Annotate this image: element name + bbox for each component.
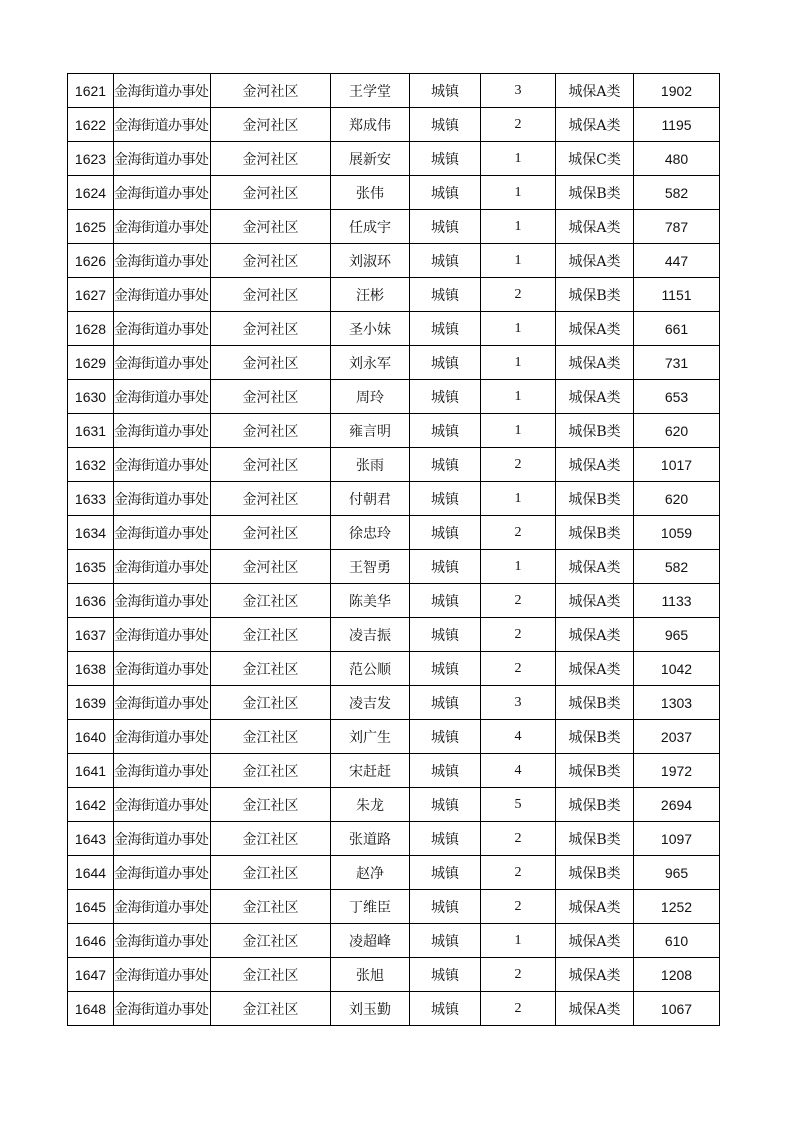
category-cell: 城保A类 (556, 958, 634, 992)
name-cell: 刘广生 (331, 720, 410, 754)
community-cell: 金江社区 (211, 856, 331, 890)
area-cell: 城镇 (410, 958, 481, 992)
name-cell: 张伟 (331, 176, 410, 210)
area-cell: 城镇 (410, 822, 481, 856)
table-row (68, 482, 720, 516)
row-number: 1646 (68, 924, 114, 958)
area-cell: 城镇 (410, 210, 481, 244)
row-number: 1632 (68, 448, 114, 482)
members-cell: 2 (481, 618, 556, 652)
area-cell: 城镇 (410, 448, 481, 482)
amount-cell: 610 (634, 924, 720, 958)
office-cell: 金海街道办事处 (114, 788, 211, 822)
row-number: 1638 (68, 652, 114, 686)
category-cell: 城保A类 (556, 652, 634, 686)
row-number: 1640 (68, 720, 114, 754)
category-cell: 城保B类 (556, 788, 634, 822)
members-cell: 2 (481, 448, 556, 482)
members-cell: 2 (481, 992, 556, 1026)
office-cell: 金海街道办事处 (114, 992, 211, 1026)
row-number: 1622 (68, 108, 114, 142)
members-cell: 4 (481, 720, 556, 754)
amount-cell: 1133 (634, 584, 720, 618)
name-cell: 付朝君 (331, 482, 410, 516)
amount-cell: 1059 (634, 516, 720, 550)
community-cell: 金江社区 (211, 754, 331, 788)
name-cell: 王学堂 (331, 74, 410, 108)
amount-cell: 2694 (634, 788, 720, 822)
area-cell: 城镇 (410, 74, 481, 108)
row-number: 1631 (68, 414, 114, 448)
table-row (68, 380, 720, 414)
area-cell: 城镇 (410, 312, 481, 346)
community-cell: 金江社区 (211, 686, 331, 720)
amount-cell: 1303 (634, 686, 720, 720)
office-cell: 金海街道办事处 (114, 108, 211, 142)
area-cell: 城镇 (410, 482, 481, 516)
category-cell: 城保A类 (556, 448, 634, 482)
members-cell: 1 (481, 176, 556, 210)
office-cell: 金海街道办事处 (114, 74, 211, 108)
category-cell: 城保A类 (556, 244, 634, 278)
category-cell: 城保B类 (556, 822, 634, 856)
community-cell: 金河社区 (211, 312, 331, 346)
table-row (68, 992, 720, 1026)
row-number: 1644 (68, 856, 114, 890)
office-cell: 金海街道办事处 (114, 890, 211, 924)
area-cell: 城镇 (410, 414, 481, 448)
data-table (67, 73, 720, 1026)
amount-cell: 1252 (634, 890, 720, 924)
name-cell: 凌吉振 (331, 618, 410, 652)
area-cell: 城镇 (410, 380, 481, 414)
name-cell: 刘永军 (331, 346, 410, 380)
members-cell: 4 (481, 754, 556, 788)
table-row (68, 924, 720, 958)
office-cell: 金海街道办事处 (114, 414, 211, 448)
category-cell: 城保A类 (556, 108, 634, 142)
members-cell: 2 (481, 652, 556, 686)
row-number: 1635 (68, 550, 114, 584)
category-cell: 城保A类 (556, 550, 634, 584)
community-cell: 金河社区 (211, 516, 331, 550)
row-number: 1627 (68, 278, 114, 312)
office-cell: 金海街道办事处 (114, 448, 211, 482)
row-number: 1648 (68, 992, 114, 1026)
table-row (68, 448, 720, 482)
row-number: 1633 (68, 482, 114, 516)
table-row (68, 210, 720, 244)
community-cell: 金江社区 (211, 992, 331, 1026)
row-number: 1643 (68, 822, 114, 856)
office-cell: 金海街道办事处 (114, 958, 211, 992)
category-cell: 城保B类 (556, 754, 634, 788)
category-cell: 城保A类 (556, 210, 634, 244)
community-cell: 金江社区 (211, 822, 331, 856)
amount-cell: 1972 (634, 754, 720, 788)
amount-cell: 1067 (634, 992, 720, 1026)
amount-cell: 2037 (634, 720, 720, 754)
office-cell: 金海街道办事处 (114, 618, 211, 652)
category-cell: 城保B类 (556, 176, 634, 210)
community-cell: 金江社区 (211, 788, 331, 822)
members-cell: 5 (481, 788, 556, 822)
office-cell: 金海街道办事处 (114, 856, 211, 890)
name-cell: 范公顺 (331, 652, 410, 686)
name-cell: 圣小妹 (331, 312, 410, 346)
community-cell: 金河社区 (211, 380, 331, 414)
office-cell: 金海街道办事处 (114, 822, 211, 856)
category-cell: 城保B类 (556, 516, 634, 550)
table-row (68, 312, 720, 346)
members-cell: 1 (481, 312, 556, 346)
table-row (68, 618, 720, 652)
amount-cell: 582 (634, 550, 720, 584)
office-cell: 金海街道办事处 (114, 584, 211, 618)
category-cell: 城保A类 (556, 890, 634, 924)
community-cell: 金河社区 (211, 244, 331, 278)
row-number: 1641 (68, 754, 114, 788)
table-row (68, 414, 720, 448)
community-cell: 金河社区 (211, 108, 331, 142)
community-cell: 金江社区 (211, 652, 331, 686)
amount-cell: 1902 (634, 74, 720, 108)
row-number: 1624 (68, 176, 114, 210)
amount-cell: 1097 (634, 822, 720, 856)
members-cell: 1 (481, 346, 556, 380)
community-cell: 金江社区 (211, 924, 331, 958)
area-cell: 城镇 (410, 788, 481, 822)
members-cell: 1 (481, 244, 556, 278)
area-cell: 城镇 (410, 176, 481, 210)
amount-cell: 582 (634, 176, 720, 210)
name-cell: 雍言明 (331, 414, 410, 448)
table-row (68, 856, 720, 890)
table-row (68, 890, 720, 924)
community-cell: 金河社区 (211, 414, 331, 448)
name-cell: 朱龙 (331, 788, 410, 822)
row-number: 1629 (68, 346, 114, 380)
table-row (68, 346, 720, 380)
category-cell: 城保B类 (556, 482, 634, 516)
table-row (68, 754, 720, 788)
category-cell: 城保A类 (556, 74, 634, 108)
area-cell: 城镇 (410, 108, 481, 142)
row-number: 1626 (68, 244, 114, 278)
name-cell: 凌超峰 (331, 924, 410, 958)
name-cell: 宋赶赶 (331, 754, 410, 788)
category-cell: 城保B类 (556, 856, 634, 890)
table-row (68, 550, 720, 584)
amount-cell: 1208 (634, 958, 720, 992)
members-cell: 2 (481, 856, 556, 890)
row-number: 1645 (68, 890, 114, 924)
category-cell: 城保B类 (556, 278, 634, 312)
area-cell: 城镇 (410, 686, 481, 720)
name-cell: 展新安 (331, 142, 410, 176)
amount-cell: 965 (634, 856, 720, 890)
category-cell: 城保A类 (556, 380, 634, 414)
table-row (68, 720, 720, 754)
name-cell: 张雨 (331, 448, 410, 482)
members-cell: 1 (481, 380, 556, 414)
row-number: 1639 (68, 686, 114, 720)
community-cell: 金江社区 (211, 720, 331, 754)
area-cell: 城镇 (410, 516, 481, 550)
members-cell: 1 (481, 924, 556, 958)
category-cell: 城保C类 (556, 142, 634, 176)
area-cell: 城镇 (410, 754, 481, 788)
community-cell: 金江社区 (211, 890, 331, 924)
category-cell: 城保A类 (556, 312, 634, 346)
name-cell: 郑成伟 (331, 108, 410, 142)
area-cell: 城镇 (410, 720, 481, 754)
area-cell: 城镇 (410, 142, 481, 176)
category-cell: 城保A类 (556, 924, 634, 958)
office-cell: 金海街道办事处 (114, 652, 211, 686)
office-cell: 金海街道办事处 (114, 720, 211, 754)
community-cell: 金河社区 (211, 550, 331, 584)
row-number: 1630 (68, 380, 114, 414)
members-cell: 2 (481, 958, 556, 992)
members-cell: 2 (481, 584, 556, 618)
members-cell: 1 (481, 482, 556, 516)
table-row (68, 584, 720, 618)
table-row (68, 652, 720, 686)
members-cell: 2 (481, 516, 556, 550)
table-row (68, 142, 720, 176)
office-cell: 金海街道办事处 (114, 244, 211, 278)
members-cell: 3 (481, 74, 556, 108)
amount-cell: 1195 (634, 108, 720, 142)
table-row (68, 244, 720, 278)
row-number: 1637 (68, 618, 114, 652)
amount-cell: 787 (634, 210, 720, 244)
row-number: 1647 (68, 958, 114, 992)
amount-cell: 1151 (634, 278, 720, 312)
amount-cell: 1042 (634, 652, 720, 686)
category-cell: 城保B类 (556, 686, 634, 720)
office-cell: 金海街道办事处 (114, 550, 211, 584)
name-cell: 张道路 (331, 822, 410, 856)
members-cell: 3 (481, 686, 556, 720)
area-cell: 城镇 (410, 550, 481, 584)
members-cell: 2 (481, 822, 556, 856)
row-number: 1625 (68, 210, 114, 244)
office-cell: 金海街道办事处 (114, 686, 211, 720)
community-cell: 金河社区 (211, 482, 331, 516)
table-row (68, 788, 720, 822)
name-cell: 刘玉勤 (331, 992, 410, 1026)
members-cell: 1 (481, 210, 556, 244)
community-cell: 金河社区 (211, 142, 331, 176)
name-cell: 周玲 (331, 380, 410, 414)
area-cell: 城镇 (410, 244, 481, 278)
category-cell: 城保A类 (556, 992, 634, 1026)
table-body (68, 74, 720, 1026)
area-cell: 城镇 (410, 890, 481, 924)
community-cell: 金河社区 (211, 346, 331, 380)
office-cell: 金海街道办事处 (114, 754, 211, 788)
table-row (68, 516, 720, 550)
area-cell: 城镇 (410, 584, 481, 618)
category-cell: 城保A类 (556, 584, 634, 618)
community-cell: 金河社区 (211, 176, 331, 210)
name-cell: 陈美华 (331, 584, 410, 618)
name-cell: 丁维臣 (331, 890, 410, 924)
amount-cell: 620 (634, 482, 720, 516)
amount-cell: 731 (634, 346, 720, 380)
community-cell: 金河社区 (211, 74, 331, 108)
name-cell: 王智勇 (331, 550, 410, 584)
name-cell: 张旭 (331, 958, 410, 992)
row-number: 1636 (68, 584, 114, 618)
name-cell: 刘淑环 (331, 244, 410, 278)
community-cell: 金河社区 (211, 278, 331, 312)
members-cell: 1 (481, 142, 556, 176)
row-number: 1628 (68, 312, 114, 346)
office-cell: 金海街道办事处 (114, 346, 211, 380)
name-cell: 汪彬 (331, 278, 410, 312)
members-cell: 1 (481, 550, 556, 584)
area-cell: 城镇 (410, 924, 481, 958)
amount-cell: 480 (634, 142, 720, 176)
members-cell: 2 (481, 278, 556, 312)
amount-cell: 1017 (634, 448, 720, 482)
category-cell: 城保A类 (556, 618, 634, 652)
area-cell: 城镇 (410, 652, 481, 686)
office-cell: 金海街道办事处 (114, 312, 211, 346)
office-cell: 金海街道办事处 (114, 380, 211, 414)
amount-cell: 653 (634, 380, 720, 414)
row-number: 1634 (68, 516, 114, 550)
table-row (68, 278, 720, 312)
community-cell: 金河社区 (211, 448, 331, 482)
community-cell: 金江社区 (211, 958, 331, 992)
table-row (68, 176, 720, 210)
office-cell: 金海街道办事处 (114, 924, 211, 958)
category-cell: 城保A类 (556, 346, 634, 380)
row-number: 1621 (68, 74, 114, 108)
community-cell: 金江社区 (211, 618, 331, 652)
area-cell: 城镇 (410, 618, 481, 652)
area-cell: 城镇 (410, 346, 481, 380)
table-row (68, 108, 720, 142)
office-cell: 金海街道办事处 (114, 142, 211, 176)
members-cell: 1 (481, 414, 556, 448)
category-cell: 城保B类 (556, 414, 634, 448)
amount-cell: 965 (634, 618, 720, 652)
area-cell: 城镇 (410, 856, 481, 890)
name-cell: 赵净 (331, 856, 410, 890)
office-cell: 金海街道办事处 (114, 516, 211, 550)
members-cell: 2 (481, 890, 556, 924)
area-cell: 城镇 (410, 992, 481, 1026)
office-cell: 金海街道办事处 (114, 210, 211, 244)
row-number: 1623 (68, 142, 114, 176)
table-row (68, 822, 720, 856)
row-number: 1642 (68, 788, 114, 822)
area-cell: 城镇 (410, 278, 481, 312)
category-cell: 城保B类 (556, 720, 634, 754)
amount-cell: 661 (634, 312, 720, 346)
office-cell: 金海街道办事处 (114, 278, 211, 312)
table-row (68, 74, 720, 108)
office-cell: 金海街道办事处 (114, 482, 211, 516)
amount-cell: 620 (634, 414, 720, 448)
community-cell: 金河社区 (211, 210, 331, 244)
community-cell: 金江社区 (211, 584, 331, 618)
name-cell: 徐忠玲 (331, 516, 410, 550)
members-cell: 2 (481, 108, 556, 142)
office-cell: 金海街道办事处 (114, 176, 211, 210)
name-cell: 任成宇 (331, 210, 410, 244)
amount-cell: 447 (634, 244, 720, 278)
table-row (68, 686, 720, 720)
name-cell: 凌吉发 (331, 686, 410, 720)
table-row (68, 958, 720, 992)
